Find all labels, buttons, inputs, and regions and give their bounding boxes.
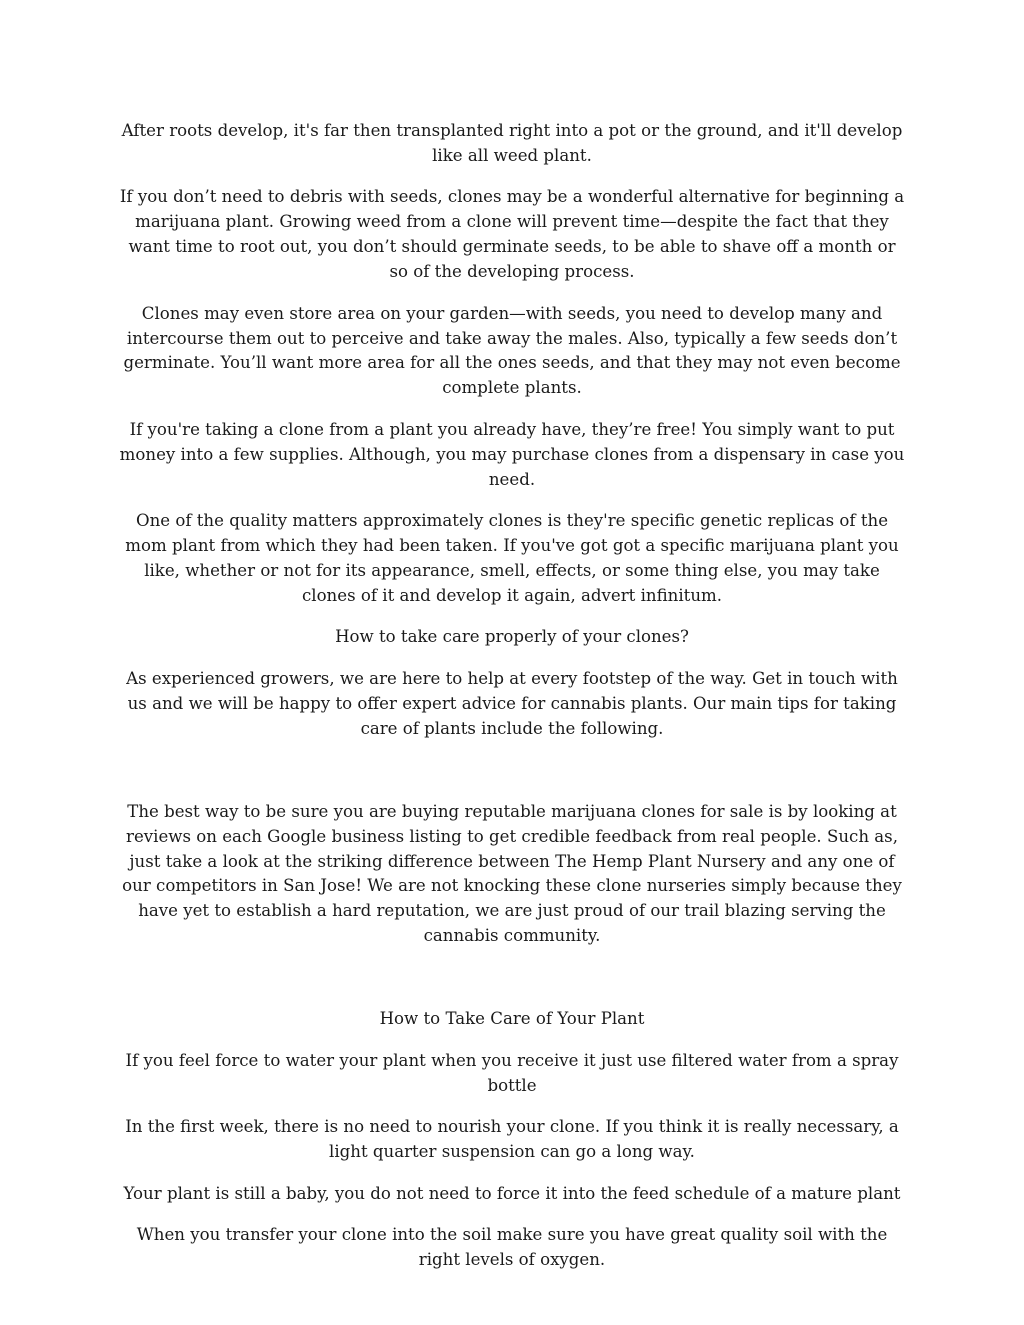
paragraph-reputable-clones: The best way to be sure you are buying reputable marijuana clones for sale is by looking at reviews on each Google business listing to get credible feedback from real people. Such as, just take a look at the striking difference between The Hemp Plant Nursery and any one of our competitors in San Jose! We are not knocking these clone nurseries simply because they have yet to establish a hard reputation, we are just proud of our trail blazing serving the cannabis community. <box>122 801 902 946</box>
paragraph-roots-transplant: After roots develop, it's far then transplanted right into a pot or the ground, and it'll develop like all weed plant. <box>121 121 903 165</box>
paragraph-clones-free: If you're taking a clone from a plant you already have, they’re free! You simply want to put money into a few supplies. Although, you may purchase clones from a dispensary in case you need. <box>119 419 905 489</box>
heading-plant-care: How to Take Care of Your Plant <box>379 1009 645 1029</box>
tip-first-week: In the first week, there is no need to nourish your clone. If you think it is really necessary, a light quarter suspension can go a long way. <box>125 1117 899 1162</box>
document-body <box>117 119 907 1289</box>
tip-soil: When you transfer your clone into the soil make sure you have great quality soil with the right levels of oxygen. <box>136 1225 888 1269</box>
heading-care-clones: How to take care properly of your clones? <box>335 627 689 647</box>
blank-line <box>117 966 907 1008</box>
paragraph-clones-space: Clones may even store area on your garden—with seeds, you need to develop many and intercourse them out to perceive and take away the males. Also, typically a few seeds don’t germinate. You’ll want more area for all the ones seeds, and that they may not even become complete plants. <box>123 303 901 398</box>
paragraph-genetic-replicas: One of the quality matters approximately clones is they're specific genetic replicas of the mom plant from which they had been taken. If you've got got a specific marijuana plant you like, whether or not for its appearance, smell, effects, or some thing else, you may take clones of it and develop it again, advert infinitum. <box>125 511 899 605</box>
paragraph-experienced-growers: As experienced growers, we are here to help at every footstep of the way. Get in touch with us and we will be happy to offer expert advice for cannabis plants. Our main tips for taking care of plants include the following. <box>126 668 898 738</box>
tip-water: If you feel force to water your plant when you receive it just use filtered water from a spray bottle <box>125 1050 899 1095</box>
paragraph-clones-alternative: If you don’t need to debris with seeds, clones may be a wonderful alternative for beginning a marijuana plant. Growing weed from a clone will prevent time—despite the fact that they want time to root out, you don’t should germinate seeds, to be able to shave off a month or so of the developing process. <box>119 187 905 282</box>
blank-line <box>117 758 907 800</box>
tip-baby-plant: Your plant is still a baby, you do not need to force it into the feed schedule of a mature plant <box>123 1183 901 1203</box>
